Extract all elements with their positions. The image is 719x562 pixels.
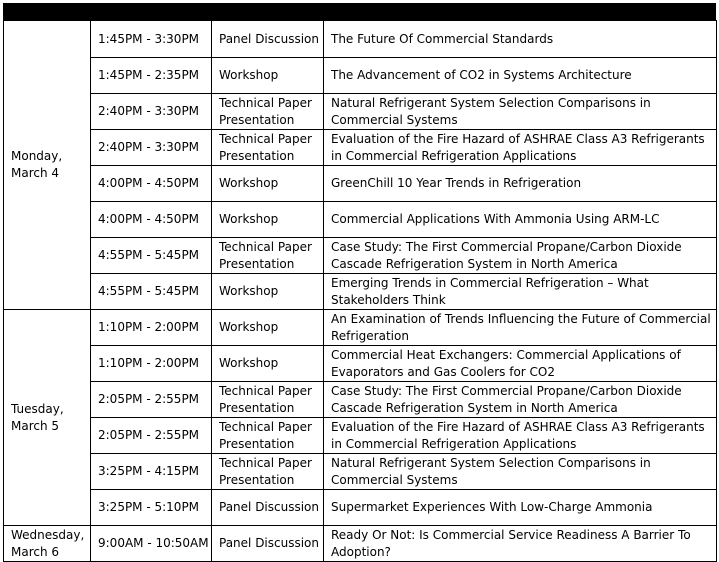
table-row: [4, 274, 717, 310]
table-header-bar: [3, 3, 716, 20]
session-title: Case Study: The First Commercial Propane/Carbon Dioxide Cascade Refrigeration System in North America: [324, 238, 717, 274]
table-row: [4, 166, 717, 202]
session-title: Natural Refrigerant System Selection Comparisons in Commercial Systems: [324, 454, 717, 490]
session-time: 2:05PM - 2:55PM: [91, 418, 212, 454]
session-title: An Examination of Trends Influencing the Future of Commercial Refrigeration: [324, 310, 717, 346]
session-time: 4:55PM - 5:45PM: [91, 274, 212, 310]
table-row: [4, 490, 717, 526]
session-time: 2:40PM - 3:30PM: [91, 130, 212, 166]
session-title: Supermarket Experiences With Low-Charge Ammonia: [324, 490, 717, 526]
day-cell-wednesday: Wednesday, March 6: [4, 526, 91, 562]
session-type: Technical Paper Presentation: [212, 94, 324, 130]
table-row: [4, 310, 717, 346]
table-row: [4, 346, 717, 382]
table-row: [4, 454, 717, 490]
table-row: [4, 21, 717, 58]
session-time: 4:55PM - 5:45PM: [91, 238, 212, 274]
session-type: Workshop: [212, 58, 324, 94]
session-title: Commercial Heat Exchangers: Commercial Applications of Evaporators and Gas Coolers for CO2: [324, 346, 717, 382]
session-type: Technical Paper Presentation: [212, 382, 324, 418]
session-title: The Advancement of CO2 in Systems Architecture: [324, 58, 717, 94]
session-time: 4:00PM - 4:50PM: [91, 166, 212, 202]
table-row: [4, 130, 717, 166]
session-type: Panel Discussion: [212, 490, 324, 526]
session-title: Natural Refrigerant System Selection Comparisons in Commercial Systems: [324, 94, 717, 130]
session-type: Technical Paper Presentation: [212, 238, 324, 274]
table-row: [4, 94, 717, 130]
day-cell-monday: Monday, March 4: [4, 21, 91, 310]
table-row: [4, 526, 717, 562]
session-title: Emerging Trends in Commercial Refrigeration – What Stakeholders Think: [324, 274, 717, 310]
session-time: 3:25PM - 4:15PM: [91, 454, 212, 490]
session-title: Evaluation of the Fire Hazard of ASHRAE Class A3 Refrigerants in Commercial Refrigeration Applications: [324, 130, 717, 166]
session-type: Technical Paper Presentation: [212, 418, 324, 454]
table-row: [4, 382, 717, 418]
session-time: 3:25PM - 5:10PM: [91, 490, 212, 526]
session-type: Technical Paper Presentation: [212, 454, 324, 490]
session-type: Workshop: [212, 310, 324, 346]
session-title: Commercial Applications With Ammonia Using ARM-LC: [324, 202, 717, 238]
session-title: Ready Or Not: Is Commercial Service Readiness A Barrier To Adoption?: [324, 526, 717, 562]
session-time: 2:40PM - 3:30PM: [91, 94, 212, 130]
session-time: 1:10PM - 2:00PM: [91, 310, 212, 346]
session-type: Panel Discussion: [212, 526, 324, 562]
session-title: GreenChill 10 Year Trends in Refrigeration: [324, 166, 717, 202]
session-time: 4:00PM - 4:50PM: [91, 202, 212, 238]
session-time: 1:45PM - 2:35PM: [91, 58, 212, 94]
schedule-table: [3, 20, 717, 562]
table-row: [4, 418, 717, 454]
session-type: Workshop: [212, 274, 324, 310]
session-title: The Future Of Commercial Standards: [324, 21, 717, 58]
session-time: 9:00AM - 10:50AM: [91, 526, 212, 562]
session-title: Case Study: The First Commercial Propane/Carbon Dioxide Cascade Refrigeration System in North America: [324, 382, 717, 418]
table-row: [4, 238, 717, 274]
session-title: Evaluation of the Fire Hazard of ASHRAE Class A3 Refrigerants in Commercial Refrigeration Applications: [324, 418, 717, 454]
session-type: Workshop: [212, 346, 324, 382]
table-row: [4, 202, 717, 238]
table-row: [4, 58, 717, 94]
session-type: Workshop: [212, 202, 324, 238]
session-type: Technical Paper Presentation: [212, 130, 324, 166]
session-time: 2:05PM - 2:55PM: [91, 382, 212, 418]
session-type: Workshop: [212, 166, 324, 202]
session-type: Panel Discussion: [212, 21, 324, 58]
day-cell-tuesday: Tuesday, March 5: [4, 310, 91, 526]
session-time: 1:45PM - 3:30PM: [91, 21, 212, 58]
session-time: 1:10PM - 2:00PM: [91, 346, 212, 382]
